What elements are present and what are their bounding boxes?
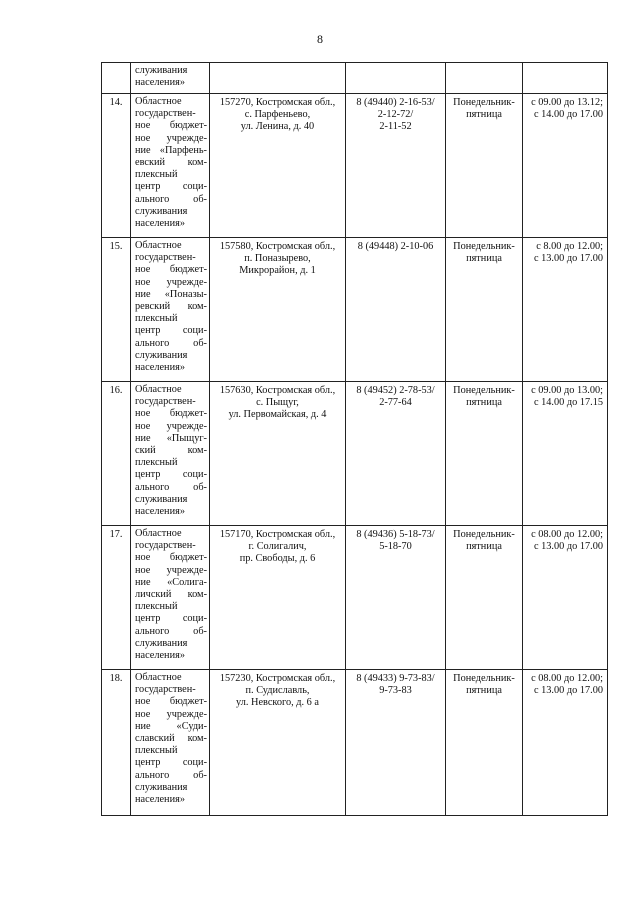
institution-name-cell-line: ние «Пыщуг- <box>135 432 207 444</box>
institution-name-cell-line: плексный <box>135 745 178 757</box>
row-number-cell: 18. <box>102 670 131 816</box>
phone-cell-line: 8 (49440) 2-16-53/ <box>356 97 435 108</box>
row-number-cell <box>102 63 131 94</box>
table-row <box>102 382 608 526</box>
institutions-table <box>101 62 608 816</box>
workdays-cell-line: Понедельник- <box>453 385 515 396</box>
address-cell-line: 157270, Костромская обл., <box>219 97 336 108</box>
workdays-cell <box>446 526 523 670</box>
institution-name-cell-line: ное учрежде- <box>135 708 207 720</box>
phone-cell-line: 2-12-72/ <box>377 109 414 121</box>
workdays-cell-line: Понедельник- <box>453 673 515 684</box>
institution-name-cell-line: ное учрежде- <box>135 276 207 288</box>
workdays-cell-line: Понедельник- <box>453 97 515 108</box>
table-row <box>102 94 608 238</box>
institution-name-cell <box>131 670 210 816</box>
hours-cell <box>523 670 608 816</box>
hours-cell-line: с 13.00 до 17.00 <box>533 685 603 697</box>
table-row <box>102 670 608 816</box>
institution-name-cell-line: служивания <box>135 65 188 76</box>
institution-name-cell-line: ное учрежде- <box>135 420 207 432</box>
hours-cell-line: с 8.00 до 12.00; <box>536 241 603 252</box>
phone-cell-line: 2-11-52 <box>379 121 412 133</box>
institution-name-cell-line: Областное <box>135 96 182 107</box>
address-cell <box>210 526 346 670</box>
address-cell-line: 157170, Костромская обл., <box>219 529 336 540</box>
phone-cell <box>346 526 446 670</box>
row-number-cell: 17. <box>102 526 131 670</box>
institution-name-cell-line: ние «Солига- <box>135 576 207 588</box>
hours-cell-line: с 08.00 до 12.00; <box>531 529 603 540</box>
institution-name-cell-line: служивания <box>135 493 188 505</box>
institution-name-cell-line: ального об- <box>135 625 207 637</box>
hours-cell <box>523 238 608 382</box>
phone-cell-line: 8 (49448) 2-10-06 <box>357 241 434 252</box>
table-body <box>102 63 608 816</box>
page-number: 8 <box>317 32 323 46</box>
workdays-cell <box>446 670 523 816</box>
address-cell-line: Микрорайон, д. 1 <box>239 265 316 277</box>
institution-name-cell-line: ное бюджет- <box>135 264 207 276</box>
institution-name-cell-line: населения» <box>135 506 185 518</box>
institution-name-cell-line: населения» <box>135 362 185 374</box>
institution-name-cell-line: населения» <box>135 650 185 662</box>
address-cell-line: 157630, Костромская обл., <box>219 385 336 396</box>
institution-name-cell-line: государствен- <box>135 540 196 552</box>
institution-name-cell-line: плексный <box>135 457 178 469</box>
institution-name-cell-line: ное бюджет- <box>135 408 207 420</box>
institution-name-cell-line: служивания <box>135 781 188 793</box>
institution-name-cell <box>131 382 210 526</box>
institution-name-cell-line: ное бюджет- <box>135 120 207 132</box>
hours-cell-line: с 14.00 до 17.15 <box>533 397 603 409</box>
institution-name-cell-line: плексный <box>135 313 178 325</box>
institution-name-cell-line: центр соци- <box>135 469 207 481</box>
institution-name-cell-line: служивания <box>135 637 188 649</box>
institution-name-cell <box>131 94 210 238</box>
institution-name-cell-line: ального об- <box>135 193 207 205</box>
institution-name-cell-line: населения» <box>135 77 185 89</box>
workdays-cell-line: пятница <box>466 397 502 409</box>
institution-name-cell-line: государствен- <box>135 684 196 696</box>
hours-cell <box>523 63 608 94</box>
hours-cell-line: с 13.00 до 17.00 <box>533 253 603 265</box>
institution-name-cell-line: Областное <box>135 672 182 683</box>
institution-name-cell-line: населения» <box>135 218 185 230</box>
workdays-cell-line: пятница <box>466 253 502 265</box>
institution-name-cell-line: ние «Поназы- <box>135 288 207 300</box>
workdays-cell-line: пятница <box>466 109 502 121</box>
phone-cell <box>346 94 446 238</box>
institution-name-cell-line: ное учрежде- <box>135 564 207 576</box>
institution-name-cell-line: ального об- <box>135 481 207 493</box>
institution-name-cell-line: славский ком- <box>135 733 207 745</box>
address-cell <box>210 382 346 526</box>
address-cell <box>210 670 346 816</box>
phone-cell-line: 8 (49433) 9-73-83/ <box>356 673 435 684</box>
institution-name-cell-line: плексный <box>135 169 178 181</box>
institution-name-cell-line: служивания <box>135 205 188 217</box>
hours-cell-line: с 08.00 до 12.00; <box>531 673 603 684</box>
institution-name-cell-line: ное учрежде- <box>135 132 207 144</box>
table-row <box>102 526 608 670</box>
institution-name-cell-line: ние «Суди- <box>135 720 207 732</box>
workdays-cell-line: Понедельник- <box>453 241 515 252</box>
address-cell <box>210 94 346 238</box>
address-cell-line: 157230, Костромская обл., <box>219 673 336 684</box>
phone-cell-line: 9-73-83 <box>379 685 412 697</box>
row-number-cell: 14. <box>102 94 131 238</box>
hours-cell-line: с 09.00 до 13.12; <box>531 97 603 108</box>
institution-name-cell-line: населения» <box>135 794 185 806</box>
hours-cell <box>523 382 608 526</box>
institution-name-cell-line: ального об- <box>135 769 207 781</box>
address-cell-line: ул. Невского, д. 6 а <box>236 697 319 709</box>
address-cell-line: пр. Свободы, д. 6 <box>239 553 316 565</box>
address-cell-line: п. Судиславль, <box>245 685 310 697</box>
institution-name-cell-line: Областное <box>135 384 182 395</box>
phone-cell-line: 8 (49436) 5-18-73/ <box>356 529 435 540</box>
workdays-cell <box>446 382 523 526</box>
institution-name-cell <box>131 238 210 382</box>
workdays-cell <box>446 63 523 94</box>
institution-name-cell-line: служивания <box>135 349 188 361</box>
table-row-continuation <box>102 63 608 94</box>
workdays-cell <box>446 94 523 238</box>
institution-name-cell-line: государствен- <box>135 108 196 120</box>
table-row <box>102 238 608 382</box>
hours-cell-line: с 13.00 до 17.00 <box>533 541 603 553</box>
institution-name-cell-line: ние «Парфень- <box>135 144 207 156</box>
workdays-cell <box>446 238 523 382</box>
institution-name-cell-line: центр соци- <box>135 757 207 769</box>
institution-name-cell-line: центр соци- <box>135 325 207 337</box>
workdays-cell-line: пятница <box>466 541 502 553</box>
address-cell <box>210 238 346 382</box>
institution-name-cell-line: ский ком- <box>135 445 207 457</box>
institution-name-cell-line: личский ком- <box>135 589 207 601</box>
hours-cell-line: с 09.00 до 13.00; <box>531 385 603 396</box>
phone-cell-line: 5-18-70 <box>379 541 412 553</box>
address-cell-line: с. Парфеньево, <box>244 109 311 121</box>
address-cell-line: 157580, Костромская обл., <box>219 241 336 252</box>
institution-name-cell-line: государствен- <box>135 252 196 264</box>
institution-name-cell-line: ревский ком- <box>135 301 207 313</box>
address-cell-line: с. Пыщуг, <box>256 397 299 409</box>
institution-name-cell <box>131 63 210 94</box>
hours-cell-line: с 14.00 до 17.00 <box>533 109 603 121</box>
phone-cell-line: 2-77-64 <box>379 397 412 409</box>
phone-cell <box>346 382 446 526</box>
institution-name-cell-line: евский ком- <box>135 157 207 169</box>
hours-cell <box>523 94 608 238</box>
phone-cell <box>346 63 446 94</box>
phone-cell-line: 8 (49452) 2-78-53/ <box>356 385 435 396</box>
institution-name-cell-line: центр соци- <box>135 181 207 193</box>
workdays-cell-line: Понедельник- <box>453 529 515 540</box>
hours-cell <box>523 526 608 670</box>
address-cell-line: п. Поназырево, <box>244 253 311 265</box>
address-cell-line: ул. Первомайская, д. 4 <box>228 409 327 421</box>
institution-name-cell <box>131 526 210 670</box>
phone-cell <box>346 670 446 816</box>
phone-cell <box>346 238 446 382</box>
address-cell <box>210 63 346 94</box>
institution-name-cell-line: плексный <box>135 601 178 613</box>
row-number-cell: 16. <box>102 382 131 526</box>
row-number-cell: 15. <box>102 238 131 382</box>
institution-name-cell-line: ное бюджет- <box>135 696 207 708</box>
institution-name-cell-line: Областное <box>135 528 182 539</box>
address-cell-line: г. Солигалич, <box>248 541 307 553</box>
institution-name-cell-line: ное бюджет- <box>135 552 207 564</box>
institution-name-cell-line: государствен- <box>135 396 196 408</box>
institution-name-cell-line: центр соци- <box>135 613 207 625</box>
institution-name-cell-line: Областное <box>135 240 182 251</box>
institution-name-cell-line: ального об- <box>135 337 207 349</box>
address-cell-line: ул. Ленина, д. 40 <box>240 121 315 133</box>
workdays-cell-line: пятница <box>466 685 502 697</box>
